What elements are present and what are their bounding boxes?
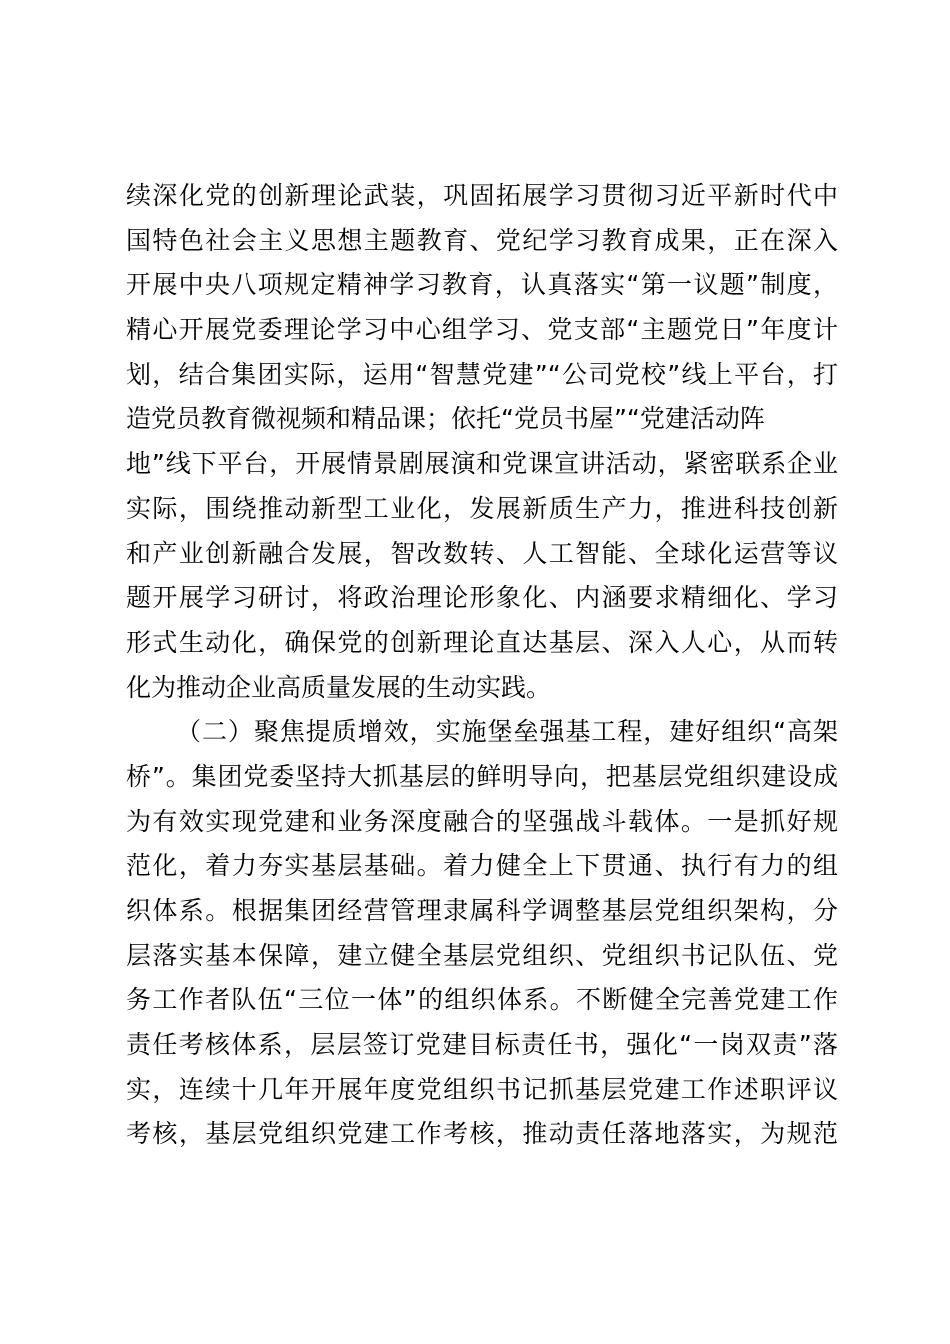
- text-line: 桥”。集团党委坚持大抓基层的鲜明导向，把基层党组织建设成: [126, 761, 838, 791]
- body-text: [126, 174, 838, 1157]
- text-line: 精心开展党委理论学习中心组学习、党支部“主题党日”年度计: [126, 315, 838, 345]
- text-line: 国特色社会主义思想主题教育、党纪学习教育成果，正在深入: [126, 225, 838, 255]
- text-line: 务工作者队伍“三位一体”的组织体系。不断健全完善党建工作: [126, 985, 838, 1015]
- text-line: 层落实基本保障，建立健全基层党组织、党组织书记队伍、党: [126, 940, 838, 970]
- text-line: 造党员教育微视频和精品课；依托“党员书屋”“党建活动阵: [126, 404, 765, 434]
- text-line: 形式生动化，确保党的创新理论直达基层、深入人心，从而转: [126, 627, 838, 657]
- text-line: 责任考核体系，层层签订党建目标责任书，强化“一岗双责”落: [126, 1030, 838, 1060]
- text-line: 化为推动企业高质量发展的生动实践。: [126, 672, 552, 702]
- text-line: 和产业创新融合发展，智改数转、人工智能、全球化运营等议: [126, 538, 838, 568]
- text-line: 题开展学习研讨，将政治理论形象化、内涵要求精细化、学习: [126, 583, 838, 613]
- text-line: 范化，着力夯实基层基础。着力健全上下贯通、执行有力的组: [126, 851, 838, 881]
- text-line: 地”线下平台，开展情景剧展演和党课宣讲活动，紧密联系企业: [126, 449, 838, 479]
- section-heading-line: （二）聚焦提质增效，实施堡垒强基工程，建好组织“高架: [176, 717, 838, 747]
- text-line: 为有效实现党建和业务深度融合的坚强战斗载体。一是抓好规: [126, 806, 838, 836]
- text-line: 考核，基层党组织党建工作考核，推动责任落地落实，为规范: [126, 1119, 838, 1149]
- text-line: 续深化党的创新理论武装，巩固拓展学习贯彻习近平新时代中: [126, 181, 838, 210]
- text-line: 实际，围绕推动新型工业化，发展新质生产力，推进科技创新: [126, 493, 838, 523]
- text-line: 织体系。根据集团经营管理隶属科学调整基层党组织架构，分: [126, 896, 838, 925]
- text-line: 划，结合集团实际，运用“智慧党建”“公司党校”线上平台，打: [126, 359, 838, 389]
- text-line: 开展中央八项规定精神学习教育，认真落实“第一议题”制度，: [126, 270, 838, 300]
- text-line: 实，连续十几年开展年度党组织书记抓基层党建工作述职评议: [126, 1074, 838, 1104]
